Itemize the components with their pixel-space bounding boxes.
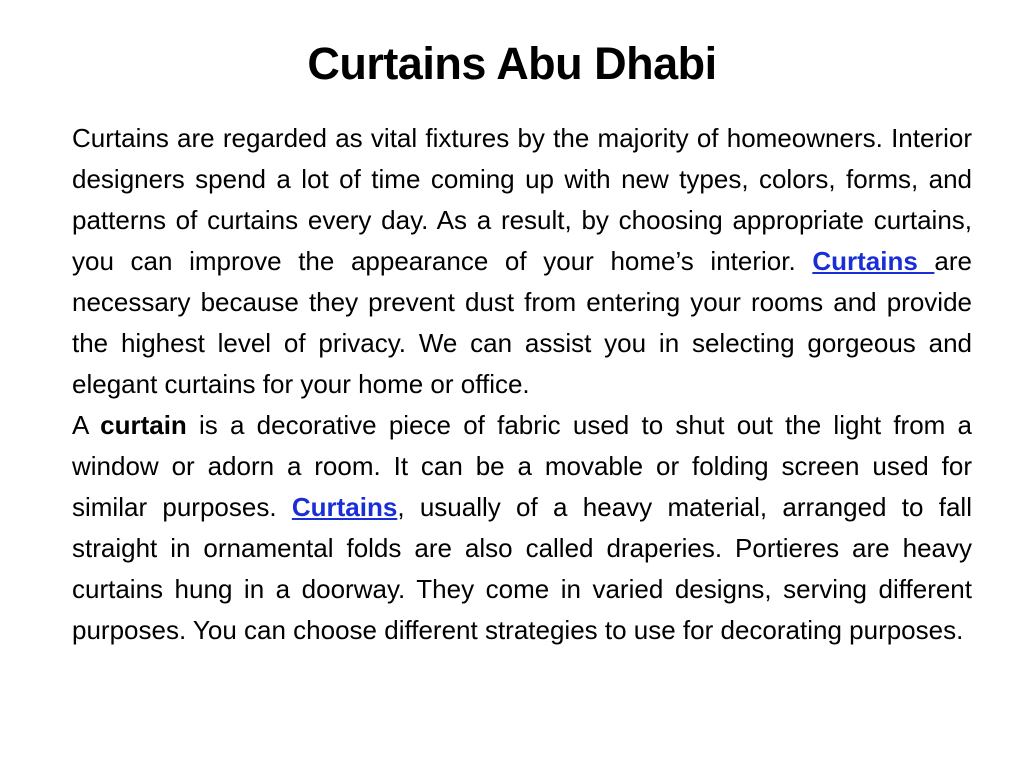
- slide-title: Curtains Abu Dhabi: [307, 38, 717, 89]
- paragraph-2: [72, 405, 972, 651]
- curtains-link-1[interactable]: Curtains: [812, 246, 935, 276]
- paragraph-1-text-after-link: are necessary because they prevent dust from entering your rooms and provide the highest level of privacy. We can assist you in selecting gorgeous and elegant curtains for your home or office.: [72, 246, 972, 399]
- paragraph-1-text-before-link: Curtains are regarded as vital fixtures by the majority of homeowners. Interior designers spend a lot of time coming up with new types, colors, forms, and patterns of curtains every day. As a result, by choosing appropriate curtains, you can improve the appearance of your home’s interior.: [72, 123, 972, 276]
- curtains-link-2[interactable]: Curtains: [291, 492, 398, 522]
- paragraph-2-text-c: , usually of a heavy material, arranged to fall straight in ornamental folds are also called draperies. Portieres are heavy curtains hung in a doorway. They come in varied designs, serving different purposes. You can choose different strategies to use for decorating purposes.: [72, 492, 972, 645]
- slide-body: [72, 118, 972, 651]
- paragraph-2-text-a: A: [72, 410, 101, 440]
- paragraph-1: [72, 118, 972, 405]
- paragraph-2-text-b: is a decorative piece of fabric used to shut out the light from a window or adorn a room. It can be a movable or folding screen used for similar purposes.: [72, 410, 972, 522]
- curtain-bold-word: curtain: [100, 410, 187, 440]
